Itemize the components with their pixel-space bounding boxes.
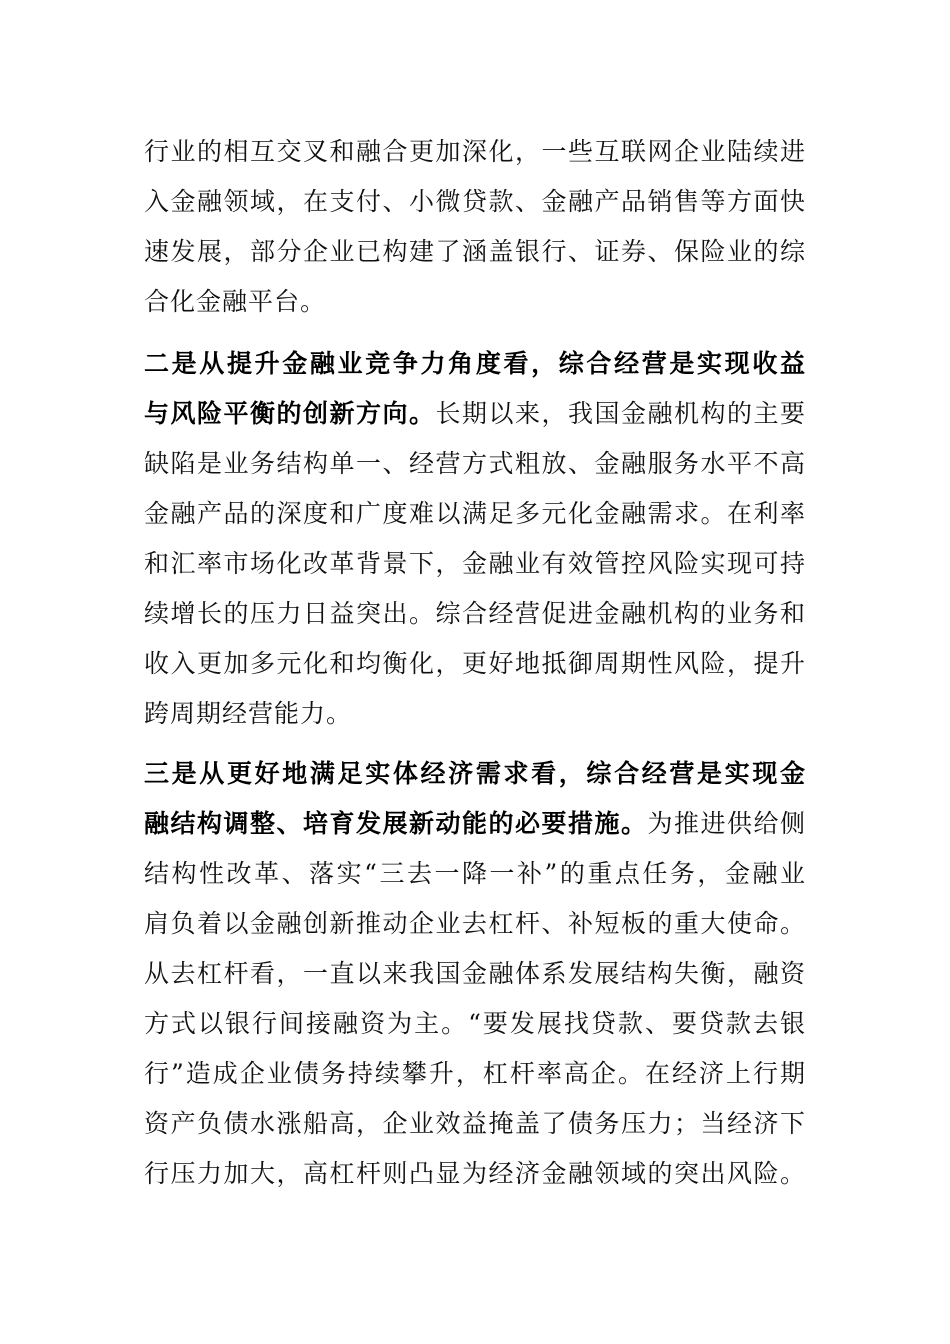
text-line: 金融产品的深度和广度难以满足多元化金融需求。在利率 <box>144 499 806 528</box>
text-line: 入金融领域，在支付、小微贷款、金融产品销售等方面快 <box>144 187 806 216</box>
text-line: 收入更加多元化和均衡化，更好地抵御周期性风险，提升 <box>144 649 806 678</box>
text-line: 结构性改革、落实“三去一降一补”的重点任务，金融业 <box>144 859 806 888</box>
text-line: 肩负着以金融创新推动企业去杠杆、补短板的重大使命。 <box>144 909 806 938</box>
text-line: 资产负债水涨船高，企业效益掩盖了债务压力；当经济下 <box>144 1109 806 1138</box>
text-line: 方式以银行间接融资为主。“要发展找贷款、要贷款去银 <box>144 1009 806 1038</box>
text-line: 行业的相互交叉和融合更加深化，一些互联网企业陆续进 <box>144 137 806 166</box>
heading-line: 二是从提升金融业竞争力角度看，综合经营是实现收益 <box>144 349 806 378</box>
paragraph-1 <box>144 127 806 327</box>
text-line: 续增长的压力日益突出。综合经营促进金融机构的业务和 <box>144 599 806 628</box>
text-line: 和汇率市场化改革背景下，金融业有效管控风险实现可持 <box>144 549 806 578</box>
text-line: 缺陷是业务结构单一、经营方式粗放、金融服务水平不高 <box>144 449 806 478</box>
text-line: 与风险平衡的创新方向。长期以来，我国金融机构的主要 <box>144 399 806 428</box>
text-line: 合化金融平台。 <box>144 287 327 316</box>
text-line: 融结构调整、培育发展新动能的必要措施。为推进供给侧 <box>144 809 806 838</box>
text-line: 行压力加大，高杠杆则凸显为经济金融领域的突出风险。 <box>144 1159 806 1188</box>
paragraph-3 <box>144 749 806 1199</box>
paragraph-2 <box>144 339 806 739</box>
text-line: 跨周期经营能力。 <box>144 699 353 728</box>
text-line: 从去杠杆看，一直以来我国金融体系发展结构失衡，融资 <box>144 959 806 988</box>
text-line: 速发展，部分企业已构建了涵盖银行、证券、保险业的综 <box>144 237 806 266</box>
text-line: 行”造成企业债务持续攀升，杠杆率高企。在经济上行期 <box>144 1059 806 1088</box>
heading-line: 三是从更好地满足实体经济需求看，综合经营是实现金 <box>144 759 806 788</box>
